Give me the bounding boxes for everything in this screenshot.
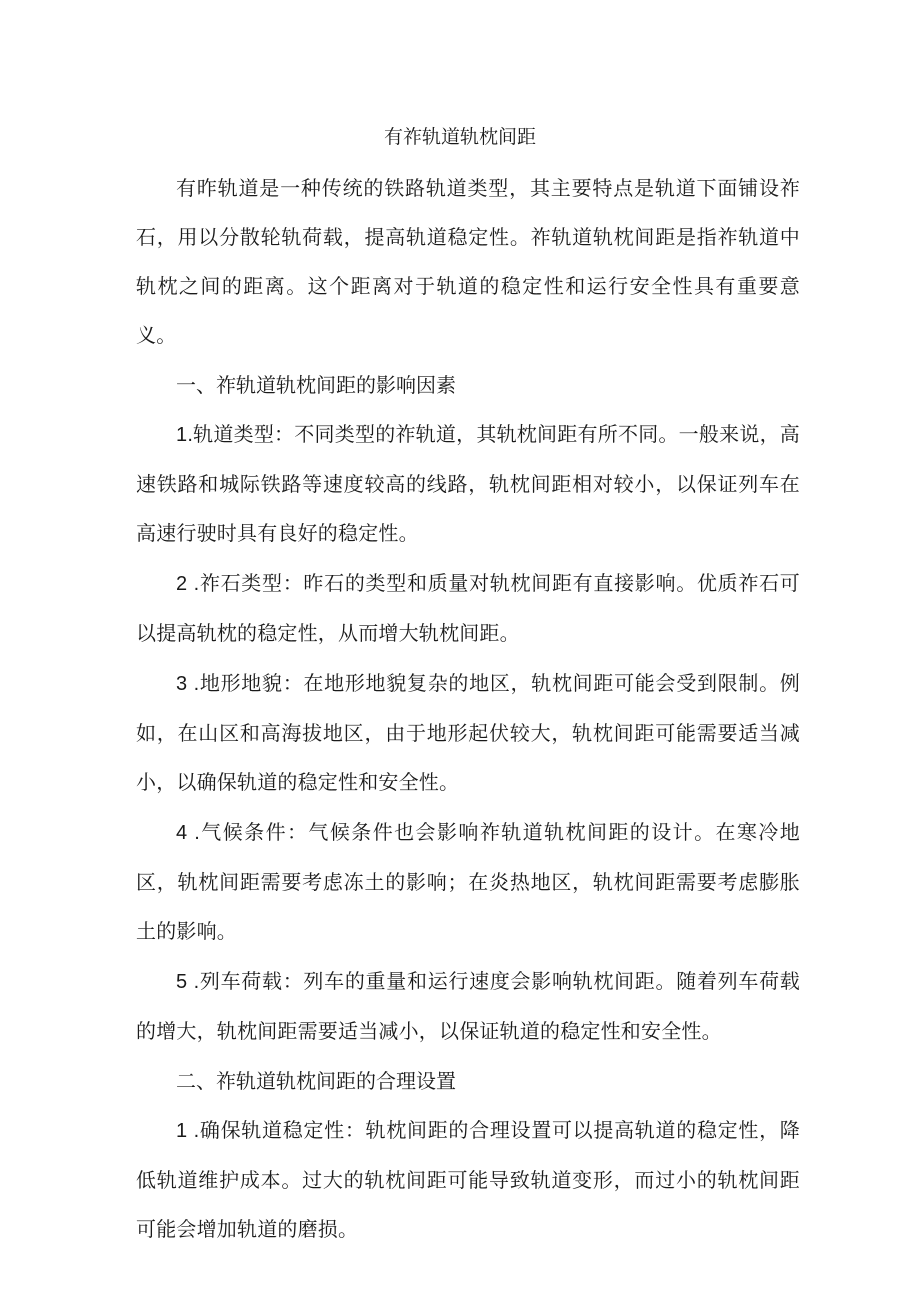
section-1-item-2 [136, 559, 800, 658]
section-1-item-1 [136, 410, 800, 558]
item-number: 1. [176, 424, 194, 446]
section-1-item-4 [136, 808, 800, 956]
item-number: 1 . [176, 1120, 200, 1142]
intro-paragraph: 有昨轨道是一种传统的铁路轨道类型，其主要特点是轨道下面铺设祚石，用以分散轮轨荷载，提高轨道稳定性。祚轨道轨枕间距是指祚轨道中轨枕之间的距离。这个距离对于轨道的稳定性和运行安全性具有重要意义。 [136, 176, 800, 347]
item-text: 祚石类型：昨石的类型和质量对轨枕间距有直接影响。优质祚石可以提高轨枕的稳定性，从而增大轨枕间距。 [136, 571, 800, 645]
document-title: 有祚轨道轨枕间距 [383, 126, 536, 148]
section-1-heading: 一、祚轨道轨枕间距的影响因素 [176, 373, 456, 397]
section-2-heading: 二、祚轨道轨枕间距的合理设置 [176, 1069, 456, 1093]
item-text: 列车荷载：列车的重量和运行速度会影响轨枕间距。随着列车荷载的增大，轨枕间距需要适当减小，以保证轨道的稳定性和安全性。 [136, 969, 800, 1043]
section-1-item-5 [136, 957, 800, 1056]
item-number: 2 . [176, 573, 200, 595]
item-number: 4 . [176, 822, 201, 844]
item-text: 气候条件：气候条件也会影响祚轨道轨枕间距的设计。在寒冷地区，轨枕间距需要考虑冻土的影响；在炎热地区，轨枕间距需要考虑膨胀土的影响。 [136, 820, 800, 943]
document-body [136, 164, 800, 1255]
item-text: 地形地貌：在地形地貌复杂的地区，轨枕间距可能会受到限制。例如，在山区和高海拔地区，由于地形起伏较大，轨枕间距可能需要适当减小，以确保轨道的稳定性和安全性。 [136, 671, 800, 794]
section-1-item-3 [136, 659, 800, 807]
section-2-item-1 [136, 1106, 800, 1254]
item-text: 确保轨道稳定性：轨枕间距的合理设置可以提高轨道的稳定性，降低轨道维护成本。过大的轨枕间距可能导致轨道变形，而过小的轨枕间距可能会增加轨道的磨损。 [136, 1118, 800, 1241]
item-text: 轨道类型：不同类型的祚轨道，其轨枕间距有所不同。一般来说，高速铁路和城际铁路等速度较高的线路，轨枕间距相对较小，以保证列车在高速行驶时具有良好的稳定性。 [136, 422, 800, 545]
item-number: 5 . [176, 971, 200, 993]
item-number: 3 . [176, 673, 200, 695]
